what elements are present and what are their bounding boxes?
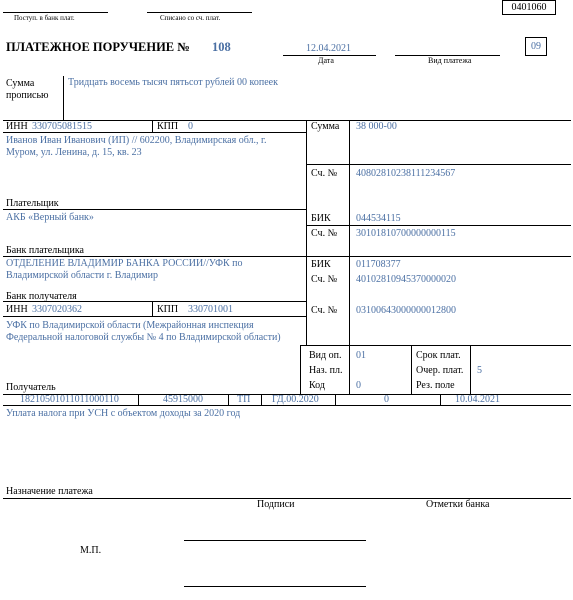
srok-plat-label: Срок плат. [416,350,461,361]
purpose-label: Назначение платежа [6,486,93,497]
sum-value: 38 000-00 [356,121,397,132]
payer-kpp: 0 [188,121,193,132]
tax-period: ГД.00.2020 [272,394,319,405]
payer-bank-account: 30101810700000000115 [356,228,456,239]
tax-doc-number: 0 [384,394,389,405]
tax-sep-4 [335,394,336,405]
amount-words-label-1: Сумма [6,78,35,89]
row-line-256 [3,256,571,257]
tax-doc-date: 10.04.2021 [455,394,500,405]
debited-line [147,12,252,13]
payer-kpp-label: КПП [157,121,179,132]
recipient-bank-bik-label: БИК [311,259,331,270]
payer-account-label: Сч. № [311,168,338,179]
tax-sep-5 [440,394,441,405]
bank-marks-label: Отметки банка [426,499,490,510]
tax-kbk: 18210501011011000110 [20,394,119,405]
recipient-bank-bik: 011708377 [356,259,401,270]
amount-words: Тридцать восемь тысяч пятьсот рублей 00 копеек [68,77,278,88]
recipient-account-label: Сч. № [311,305,338,316]
recipient-account: 03100643000000012800 [356,305,456,316]
col-line-payer-kpp [152,120,153,132]
form-code-box [502,0,556,15]
recipient-bank-label: Банк получателя [6,291,77,302]
row-line-345 [300,345,571,346]
payer-label: Плательщик [6,198,59,209]
ocher-plat-label: Очер. плат. [416,365,464,376]
document-title: ПЛАТЕЖНОЕ ПОРУЧЕНИЕ № [6,40,190,54]
payer-bank-bik-label: БИК [311,213,331,224]
recipient-bank-account-label: Сч. № [311,274,338,285]
tax-sep-3 [261,394,262,405]
recipient-name: УФК по Владимирской области (Межрайонная инспекция Федеральной налоговой службы № 4 по Владимирской области) [6,320,281,343]
payer-inn: 330705081515 [32,121,92,132]
row-line-164 [306,164,571,165]
form-code: 0401060 [511,2,547,13]
recipient-bank-account: 40102810945370000020 [356,274,456,285]
recipient-bank-name: ОТДЕЛЕНИЕ ВЛАДИМИР БАНКА РОССИИ//УФК по Владимирской области г. Владимир [6,258,243,281]
document-number: 108 [212,40,231,54]
recipient-kpp-label: КПП [157,304,179,315]
tax-basis: ТП [237,394,251,405]
stamp-label: М.П. [80,545,102,556]
purpose-text: Уплата налога при УСН с объектом доходы за 2020 год [6,408,241,419]
payer-inn-label: ИНН [6,121,28,132]
status-code: 09 [531,41,541,52]
date-label: Дата [318,56,334,65]
recipient-kpp: 330701001 [188,304,233,315]
col-line-mid [349,120,350,394]
recipient-inn-label: ИНН [6,304,28,315]
naz-pl-label: Наз. пл. [309,365,343,376]
signature-line-1 [184,540,366,541]
col-line-main [306,120,307,345]
document-date: 12.04.2021 [306,43,351,54]
vid-op-label: Вид оп. [309,350,342,361]
received-label: Поступ. в банк плат. [14,14,75,22]
vid-op: 01 [356,350,366,361]
debited-label: Списано со сч. плат. [160,14,221,22]
amount-words-divider [63,76,64,120]
tax-sep-2 [228,394,229,405]
rez-pole-label: Рез. поле [416,380,455,391]
amount-words-label-2: прописью [6,90,49,101]
payer-account: 40802810238111234567 [356,168,456,179]
kod-value: 0 [356,380,361,391]
status-code-box [525,37,547,56]
col-line-op-right [470,345,471,394]
tax-oktmo: 45915000 [163,394,203,405]
tax-sep-1 [138,394,139,405]
payer-bank-account-label: Сч. № [311,228,338,239]
signature-line-2 [184,586,366,587]
payer-bank-name: АКБ «Верный банк» [6,212,94,223]
row-line-316 [3,316,306,317]
signatures-label: Подписи [257,499,295,510]
col-line-recipient-kpp [152,301,153,316]
sum-label: Сумма [311,121,340,132]
payer-bank-label: Банк плательщика [6,245,84,256]
col-line-op [411,345,412,394]
received-line [3,12,108,13]
col-line-main-low [300,345,301,394]
payment-type-label: Вид платежа [428,56,472,65]
row-line-225 [306,225,571,226]
ocher-plat: 5 [477,365,482,376]
kod-label: Код [309,380,325,391]
payer-name: Иванов Иван Иванович (ИП) // 602200, Владимирская обл., г. Муром, ул. Ленина, д. 15, кв. 23 [6,135,267,158]
recipient-label: Получатель [6,382,56,393]
payer-bank-bik: 044534115 [356,213,401,224]
recipient-inn: 3307020362 [32,304,82,315]
